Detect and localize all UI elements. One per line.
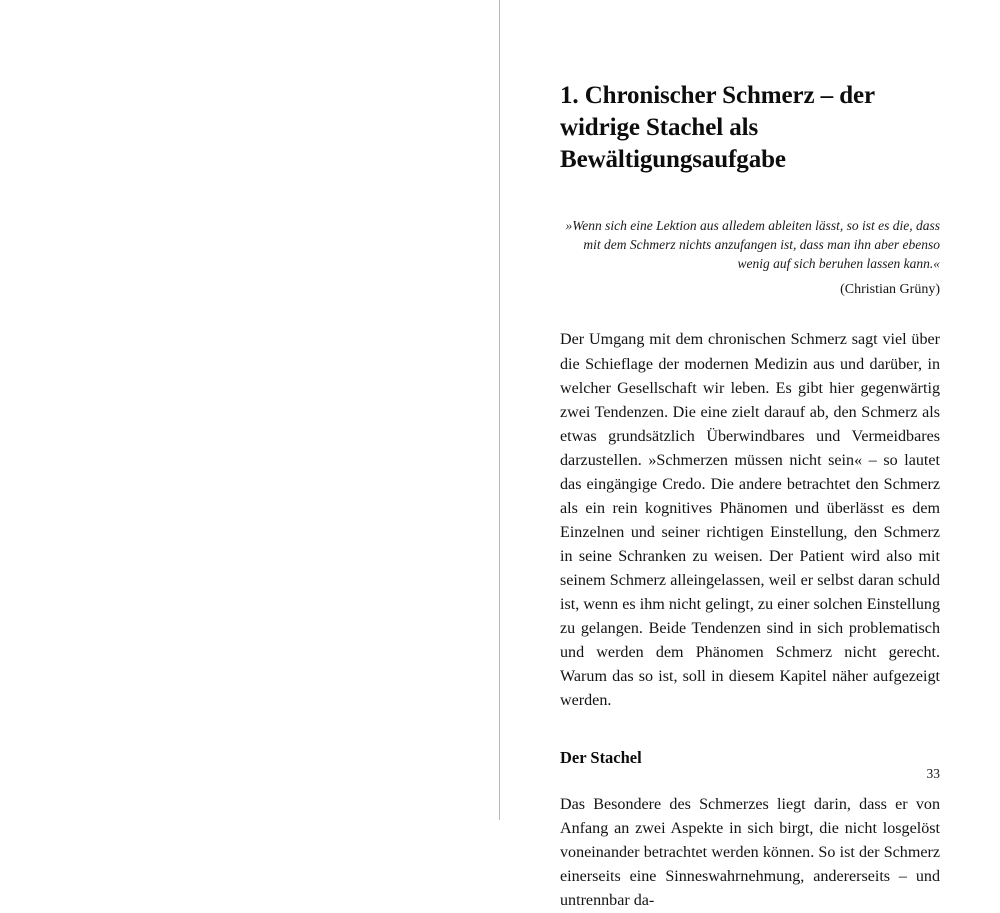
left-page [0, 0, 500, 820]
body-paragraph: Der Umgang mit dem chronischen Schmerz sagt viel über die Schieflage der modernen Medizin aus und darüber, in welcher Gesellschaft wir leben. Es gibt hier gegenwärtig zwei Tendenzen. Die eine zielt darauf ab, den Schmerz als etwas grundsätzlich Überwindbares und Vermeidbares darzustellen. »Schmerzen müssen nicht sein« – so lautet das eingängige Credo. Die andere betrachtet den Schmerz als ein rein kognitives Phänomen und überlässt es dem Einzelnen und seiner richtigen Einstellung, den Schmerz in seine Schranken zu weisen. Der Patient wird also mit seinem Schmerz alleingelassen, weil er selbst daran schuld ist, wenn es ihm nicht gelingt, zu einer solchen Einstellung zu gelangen. Beide Tendenzen sind in sich problematisch und werden dem Phänomen Schmerz nicht gerecht. Warum das so ist, soll in diesem Kapitel näher aufgezeigt werden. [560, 331, 940, 710]
right-page [500, 0, 1000, 909]
page-number: 33 [926, 766, 940, 781]
section-subheading: Der Stachel [560, 748, 642, 768]
right-page-body [560, 0, 940, 909]
epigraph-quote: »Wenn sich eine Lektion aus alledem ableiten lässt, so ist es die, dass mit dem Schmerz nichts anzufangen ist, dass man ihn aber ebenso wenig auf sich beruhen lassen kann.« [565, 218, 940, 272]
epigraph-source: (Christian Grüny) [840, 282, 940, 298]
body-paragraph: Das Besondere des Schmerzes liegt darin, dass er von Anfang an zwei Aspekte in sich birgt, die nicht losgelöst voneinander betrachtet werden können. So ist der Schmerz einerseits eine Sinneswahrnehmung, andererseits – und untrennbar da- [560, 795, 940, 909]
chapter-title: 1. Chronischer Schmerz – der widrige Stachel als Bewältigungsaufgabe [560, 82, 875, 173]
left-page-body [60, 0, 440, 820]
